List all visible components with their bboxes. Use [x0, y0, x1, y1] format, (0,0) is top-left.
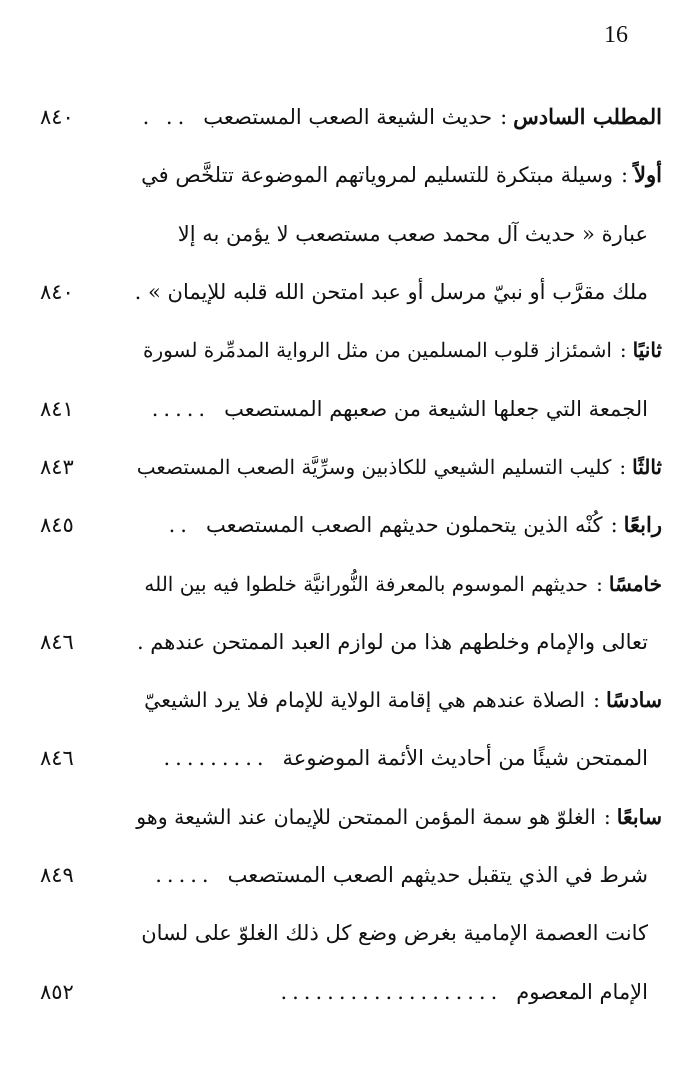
entry-page-number: ٨٤٩	[40, 863, 74, 887]
toc-line	[40, 729, 662, 787]
page-number: 16	[604, 22, 628, 48]
entry-page-number: ٨٤٦	[40, 746, 74, 771]
entry-page-number: ٨٤٠	[40, 280, 74, 305]
entry-separator: :	[603, 804, 611, 829]
entry-separator: :	[619, 454, 627, 479]
entry-separator: :	[619, 338, 627, 363]
entry-text: حديثهم الموسوم بالمعرفة النُّورانيَّة خلطوا فيه بين الله	[144, 571, 589, 596]
entry-text: اشمئزاز قلوب المسلمين من مثل الرواية المدمِّرة لسورة	[143, 338, 612, 363]
toc-line	[40, 671, 662, 729]
toc-entry	[130, 562, 662, 606]
entry-text: وسيلة مبتكرة للتسليم لمروياتهم الموضوعة تتلخَّص في	[141, 163, 613, 188]
toc-entry	[127, 153, 662, 197]
entry-page-number: ٨٤١	[40, 396, 74, 421]
entry-text: الغلوّ هو سمة المؤمن الممتحن للإيمان عند الشيعة وهو	[136, 804, 596, 829]
toc-entry	[123, 620, 662, 664]
entry-text: شرط في الذي يتقبل حديثهم الصعب المستصعب	[227, 863, 648, 887]
toc-line	[40, 904, 662, 962]
entry-text: كليب التسليم الشيعي للكاذبين وسرِّيَّة الصعب المستصعب	[136, 454, 612, 479]
entry-text: كانت العصمة الإمامية بغرض وضع كل ذلك الغلوّ على لسان	[141, 921, 648, 946]
toc-entry	[130, 678, 662, 722]
entry-heading: ثانيًا	[632, 338, 662, 363]
entry-page-number: ٨٤٦	[40, 629, 74, 654]
toc-entry	[155, 853, 662, 897]
toc-entry	[143, 95, 662, 139]
toc-line	[40, 846, 662, 904]
toc-line	[40, 146, 662, 204]
entry-heading: رابعًا	[623, 512, 662, 538]
entry-separator: :	[596, 571, 603, 596]
toc-entry	[121, 270, 662, 314]
entry-page-number: ٨٤٠	[40, 105, 74, 130]
dot-leader: ..	[168, 513, 192, 538]
toc-entry	[122, 795, 662, 839]
entry-heading: ثالثًا	[632, 454, 662, 479]
entry-text: حديث الشيعة الصعب المستصعب	[203, 105, 493, 130]
entry-text: الجمعة التي جعلها الشيعة من صعبهم المستصعب	[224, 396, 648, 421]
entry-page-number: ٨٤٥	[40, 513, 74, 538]
entry-separator: :	[500, 105, 508, 130]
toc-line	[40, 554, 662, 612]
toc-line	[40, 496, 662, 554]
entry-separator: :	[593, 688, 601, 713]
entry-page-number: ٨٤٣	[40, 454, 74, 479]
toc-line	[40, 438, 662, 496]
entry-text: ملك مقرَّب أو نبيّ مرسل أو عبد امتحن الله قلبه للإيمان » .	[134, 280, 648, 305]
dot-leader: .. .	[142, 105, 190, 130]
toc-entry	[123, 445, 662, 489]
entry-heading: سادسًا	[606, 688, 662, 713]
entry-text: الإمام المعصوم	[516, 979, 648, 1004]
toc-entry	[164, 212, 662, 256]
entry-heading: أولاً	[634, 162, 662, 188]
toc-line	[40, 205, 662, 263]
dot-leader: ...................	[280, 979, 503, 1004]
entry-separator: :	[620, 163, 629, 188]
entry-heading: سابعًا	[616, 804, 662, 829]
toc-line	[40, 321, 662, 379]
table-of-contents	[40, 88, 662, 1021]
toc-entry	[152, 387, 662, 431]
toc-entry	[163, 736, 662, 780]
entry-text: كُنْه الذين يتحملون حديثهم الصعب المستصعب	[205, 513, 603, 538]
dot-leader: .........	[163, 746, 269, 771]
toc-line	[40, 263, 662, 321]
entry-text: تعالى والإمام وخلطهم هذا من لوازم العبد الممتحن عندهم .	[136, 629, 648, 654]
toc-entry	[280, 970, 662, 1014]
entry-text: الممتحن شيئًا من أحاديث الأئمة الموضوعة	[282, 746, 648, 771]
toc-entry	[169, 503, 662, 547]
toc-line	[40, 962, 662, 1020]
entry-heading: خامسًا	[608, 571, 662, 596]
toc-entry	[127, 911, 662, 955]
entry-page-number: ٨٥٢	[40, 979, 74, 1004]
entry-text: عبارة « حديث آل محمد صعب مستصعب لا يؤمن به إلا	[177, 221, 648, 246]
toc-line	[40, 613, 662, 671]
entry-heading: المطلب السادس	[513, 104, 662, 130]
dot-leader: .....	[155, 863, 214, 887]
toc-line	[40, 88, 662, 146]
dot-leader: .....	[151, 396, 211, 421]
entry-text: الصلاة عندهم هي إقامة الولاية للإمام فلا يرد الشيعيّ	[144, 688, 586, 713]
toc-entry	[129, 328, 662, 372]
toc-line	[40, 788, 662, 846]
toc-line	[40, 379, 662, 437]
entry-separator: :	[610, 513, 618, 538]
